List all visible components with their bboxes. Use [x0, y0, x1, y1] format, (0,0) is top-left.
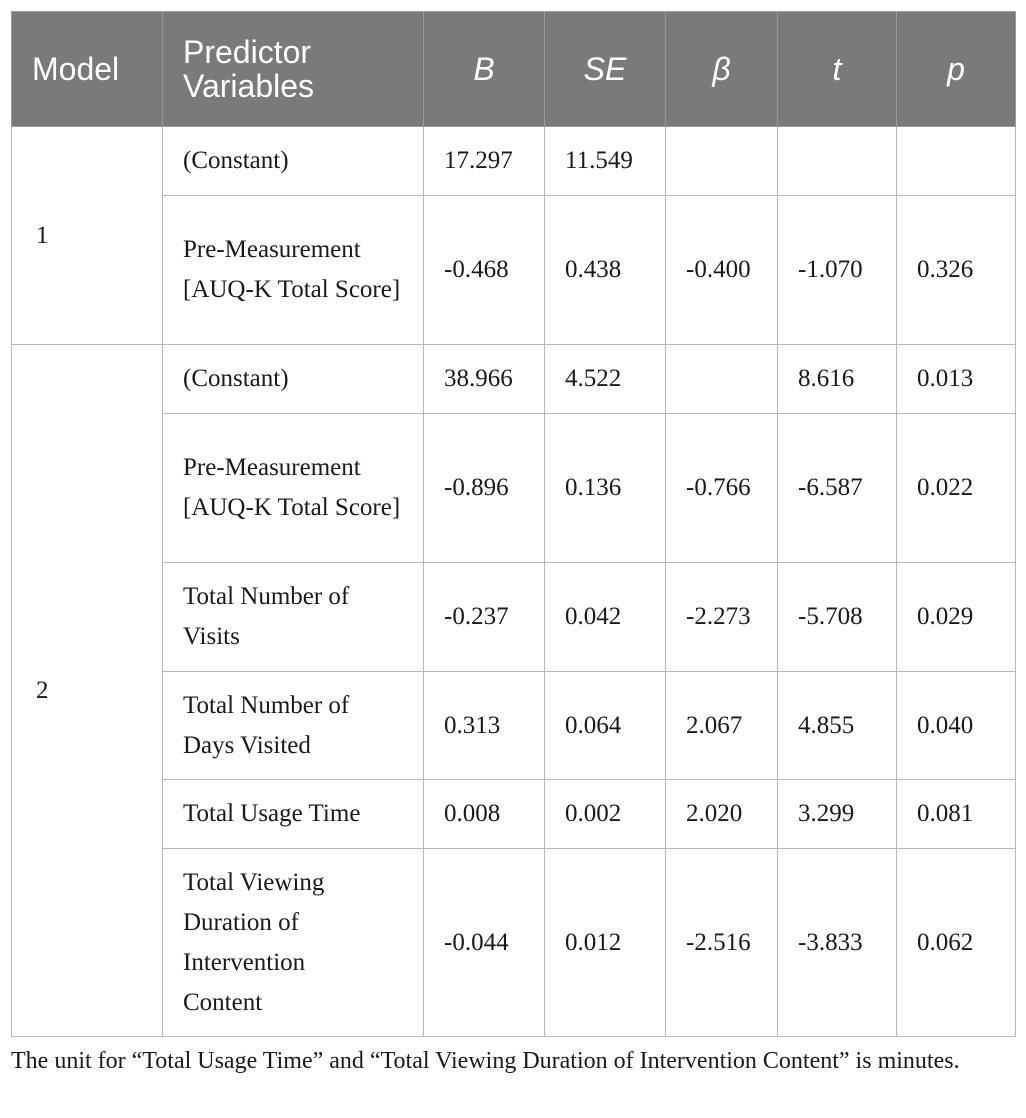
predictor-text: Pre-Measurement [AUQ-K Total Score]	[183, 454, 401, 521]
se-cell: 0.064	[545, 672, 666, 780]
t-cell: 4.855	[778, 672, 897, 780]
header-predictor	[163, 12, 424, 127]
table-row	[12, 672, 1016, 780]
beta-cell: -0.766	[666, 414, 778, 563]
se-cell: 0.136	[545, 414, 666, 563]
beta-cell: -0.400	[666, 196, 778, 345]
table-footnote: The unit for “Total Usage Time” and “Total Viewing Duration of Intervention Content” is minutes.	[11, 1048, 960, 1074]
p-cell: 0.326	[897, 196, 1016, 345]
table-row	[12, 849, 1016, 1037]
b-cell: 0.313	[424, 672, 545, 780]
table-row	[12, 414, 1016, 563]
se-cell: 0.438	[545, 196, 666, 345]
model-1-label: 1	[12, 127, 163, 345]
beta-cell: 2.067	[666, 672, 778, 780]
predictor-cell	[163, 414, 424, 563]
t-cell: -1.070	[778, 196, 897, 345]
header-row	[12, 12, 1016, 127]
header-t: t	[778, 12, 897, 127]
b-cell: -0.237	[424, 563, 545, 672]
predictor-cell	[163, 563, 424, 672]
predictor-cell: (Constant)	[163, 127, 424, 196]
predictor-cell: (Constant)	[163, 345, 424, 414]
header-b: B	[424, 12, 545, 127]
regression-table	[11, 11, 1016, 1037]
b-cell: 17.297	[424, 127, 545, 196]
model-2-label: 2	[12, 345, 163, 1037]
p-cell: 0.022	[897, 414, 1016, 563]
predictor-text: Total Number of Visits	[183, 583, 350, 650]
table-row	[12, 127, 1016, 196]
t-cell: -3.833	[778, 849, 897, 1037]
header-beta: β	[666, 12, 778, 127]
b-cell: -0.896	[424, 414, 545, 563]
header-predictor-label: Predictor Variables	[183, 34, 315, 104]
beta-cell: -2.516	[666, 849, 778, 1037]
header-model: Model	[12, 12, 163, 127]
p-cell: 0.062	[897, 849, 1016, 1037]
b-cell: 38.966	[424, 345, 545, 414]
predictor-cell	[163, 672, 424, 780]
header-se: SE	[545, 12, 666, 127]
predictor-text: Pre-Measurement [AUQ-K Total Score]	[183, 236, 401, 303]
se-cell: 4.522	[545, 345, 666, 414]
t-cell: 3.299	[778, 780, 897, 849]
t-cell: -6.587	[778, 414, 897, 563]
p-cell: 0.029	[897, 563, 1016, 672]
p-cell: 0.040	[897, 672, 1016, 780]
se-cell: 11.549	[545, 127, 666, 196]
predictor-cell	[163, 849, 424, 1037]
predictor-text: Total Viewing Duration of Intervention Content	[183, 868, 325, 1016]
t-cell: -5.708	[778, 563, 897, 672]
p-cell	[897, 127, 1016, 196]
beta-cell: -2.273	[666, 563, 778, 672]
predictor-cell: Total Usage Time	[163, 780, 424, 849]
beta-cell	[666, 345, 778, 414]
se-cell: 0.012	[545, 849, 666, 1037]
table-row	[12, 345, 1016, 414]
p-cell: 0.013	[897, 345, 1016, 414]
table-row	[12, 563, 1016, 672]
b-cell: -0.044	[424, 849, 545, 1037]
header-p: p	[897, 12, 1016, 127]
predictor-cell	[163, 196, 424, 345]
b-cell: -0.468	[424, 196, 545, 345]
se-cell: 0.002	[545, 780, 666, 849]
beta-cell	[666, 127, 778, 196]
beta-cell: 2.020	[666, 780, 778, 849]
table-row	[12, 196, 1016, 345]
b-cell: 0.008	[424, 780, 545, 849]
predictor-text: Total Number of Days Visited	[183, 691, 350, 759]
t-cell	[778, 127, 897, 196]
t-cell: 8.616	[778, 345, 897, 414]
table-row	[12, 780, 1016, 849]
se-cell: 0.042	[545, 563, 666, 672]
p-cell: 0.081	[897, 780, 1016, 849]
